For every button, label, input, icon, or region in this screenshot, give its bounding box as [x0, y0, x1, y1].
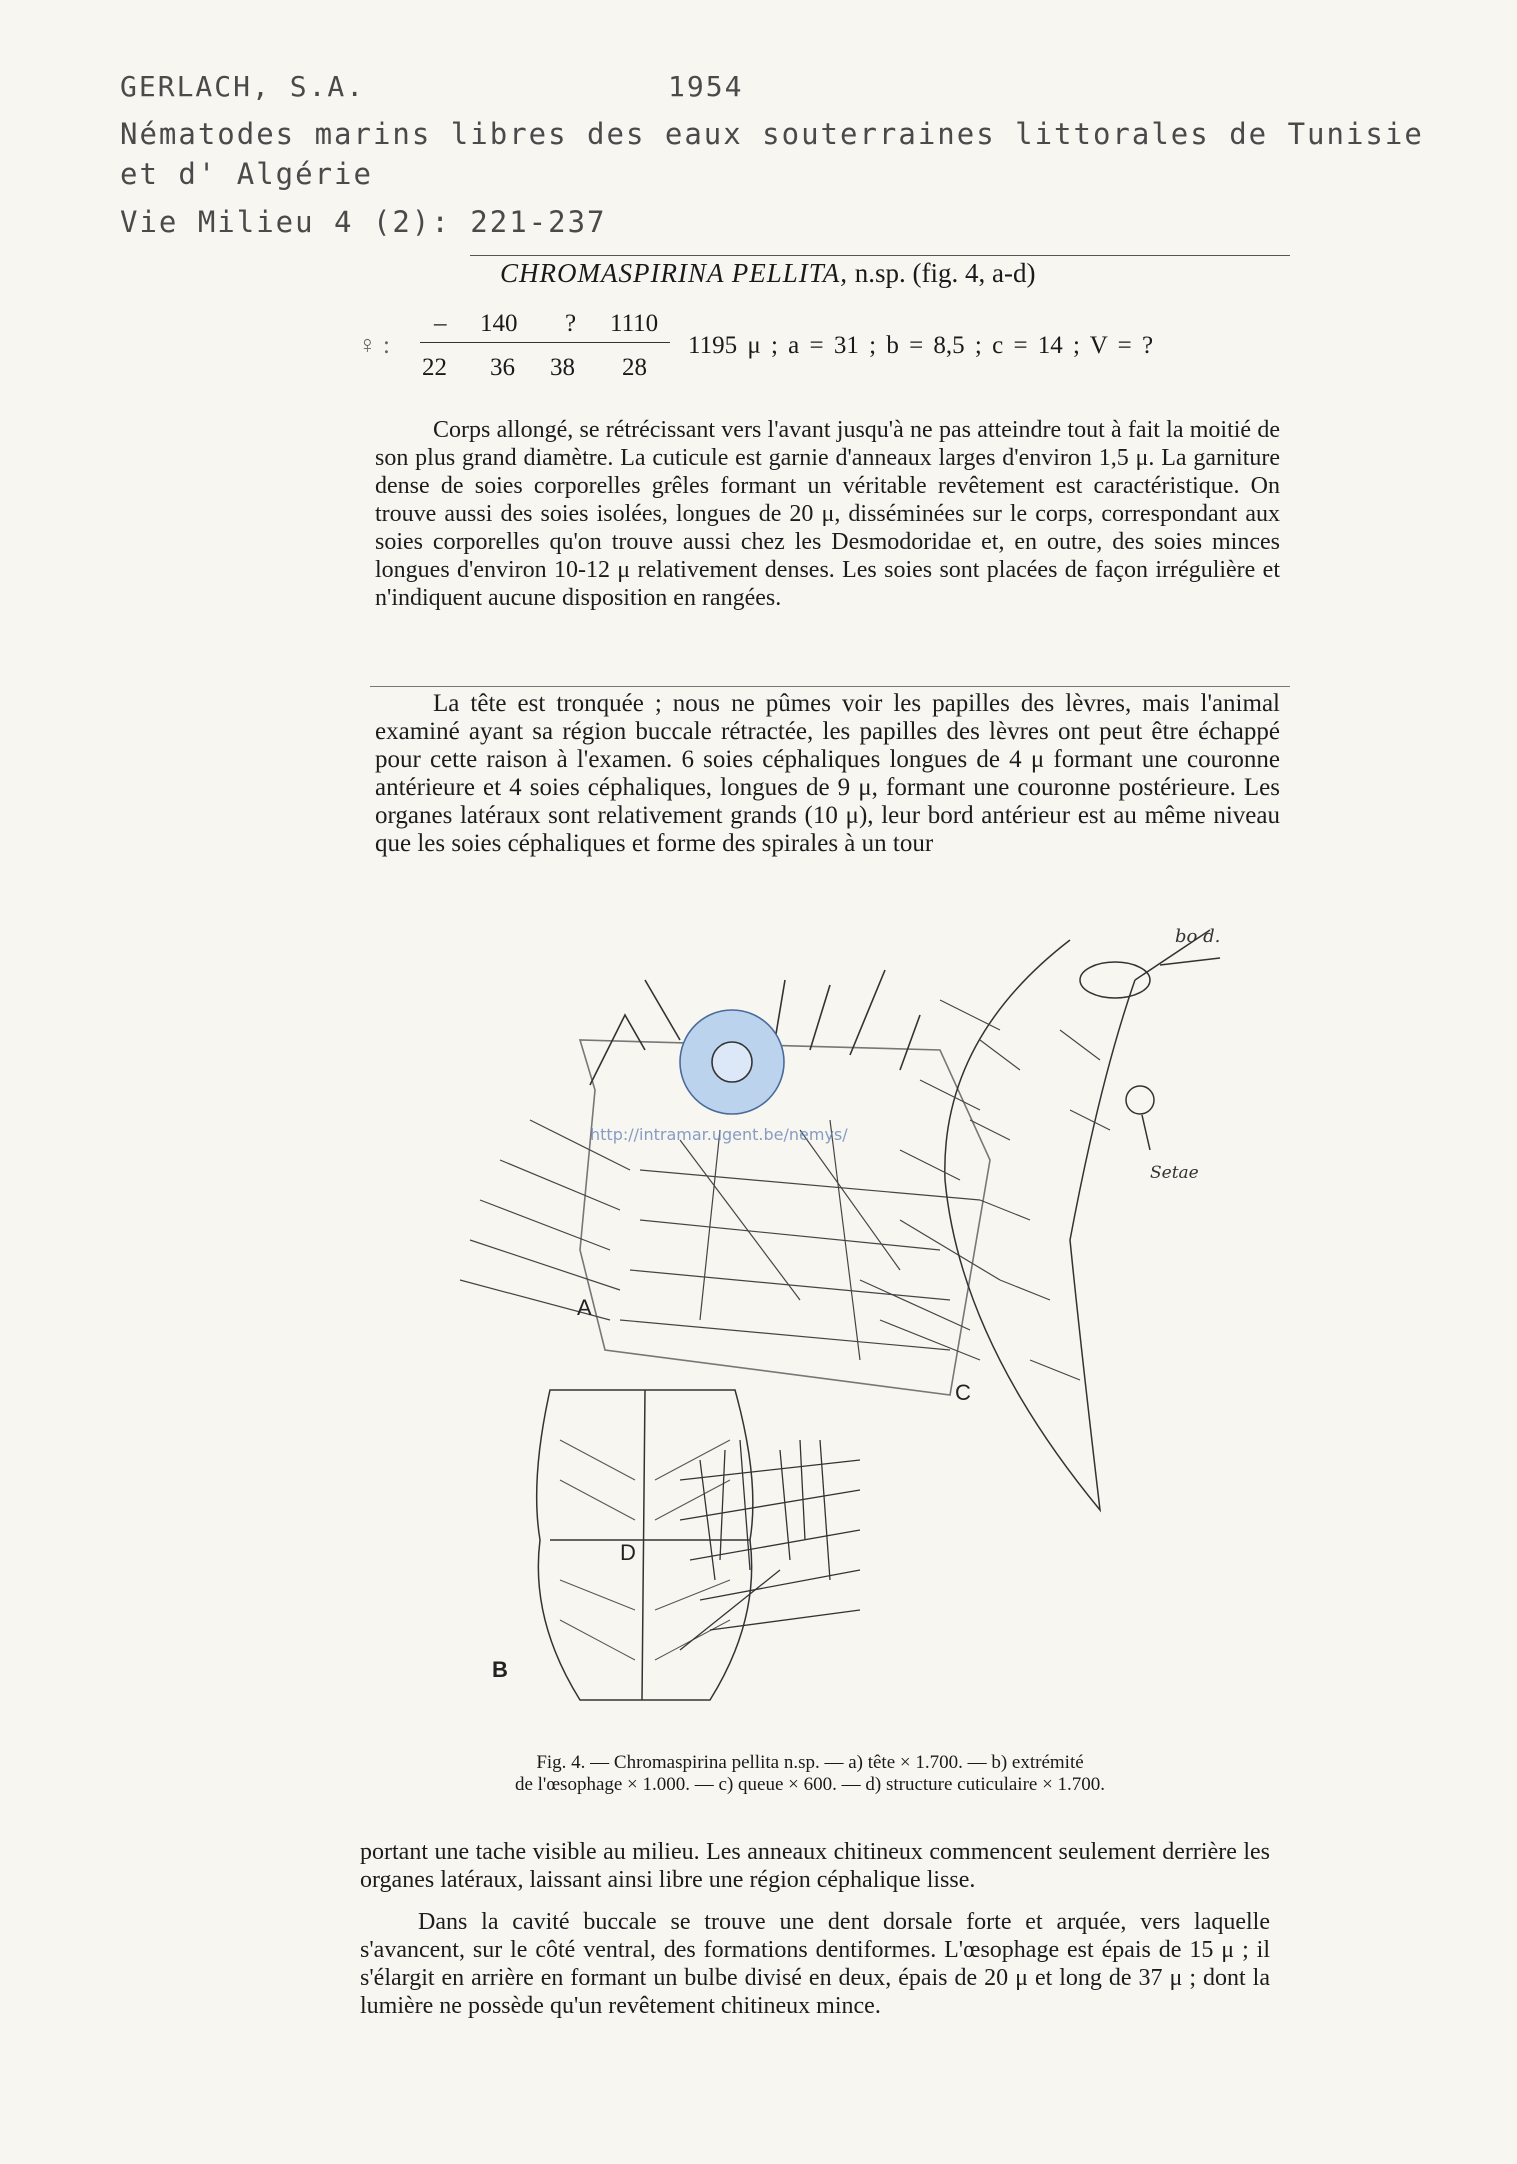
- watermark: http://intramar.ugent.be/nemys/: [590, 1125, 848, 1144]
- formula-bottom-4: 28: [622, 354, 647, 381]
- formula-measures: 1195 μ ; a = 31 ; b = 8,5 ; c = 14 ; V = ?: [688, 332, 1154, 359]
- label-a: A: [577, 1295, 592, 1320]
- year: 1954: [668, 70, 744, 103]
- figure-c-tail: [900, 930, 1220, 1510]
- label-b: B: [492, 1657, 508, 1682]
- caption-line-1: Fig. 4. — Chromaspirina pellita n.sp. — a) tête × 1.700. — b) extrémité: [536, 1752, 1084, 1773]
- annotation-setae: Setae: [1150, 1163, 1199, 1183]
- annotation-bod: bo d.: [1175, 926, 1221, 947]
- body-text-top: [375, 416, 1280, 612]
- formula-top-1: –: [434, 310, 447, 337]
- label-c: C: [955, 1380, 971, 1405]
- formula-top-4: 1110: [610, 310, 659, 337]
- formula-fraction-bar: [420, 342, 670, 343]
- body-text-mid: [375, 690, 1280, 858]
- mid-rule: [370, 686, 1290, 687]
- formula-bottom-2: 36: [490, 354, 515, 381]
- body-text-bottom: [360, 1838, 1270, 2020]
- paper-title-line1: Nématodes marins libres des eaux souterraines littorales de Tunisie: [120, 117, 1424, 151]
- caption-line-2: de l'œsophage × 1.000. — c) queue × 600. — d) structure cuticulaire × 1.700.: [514, 1774, 1106, 1795]
- paragraph-4: Dans la cavité buccale se trouve une dent dorsale forte et arquée, vers laquelle s'avancent, sur le côté ventral, des formations dentiformes. L'œsophage est épais de 15 μ ; il s'élargit en arrière en formant un bulbe divisé en deux, épais de 20 μ et long de 37 μ ; dont la lumière ne possède qu'un revêtement chitineux mince.: [360, 1909, 1271, 2019]
- figure-d-cuticle: [680, 1440, 860, 1650]
- formula-top-2: 140: [480, 310, 518, 337]
- formula-sex: ♀ :: [358, 332, 390, 359]
- figure-4: [380, 920, 1280, 1730]
- species-suffix: n.sp. (fig. 4, a-d): [854, 258, 1036, 288]
- paragraph-2: La tête est tronquée ; nous ne pûmes voir les papilles des lèvres, mais l'animal examiné ayant sa région buccale rétractée, les papilles des lèvres ont peut être échappé pour cette raison à l'examen. 6 soies céphaliques longues de 4 μ formant une couronne antérieure et 4 soies céphaliques, longues de 9 μ, formant une couronne postérieure. Les organes latéraux sont relativement grands (10 μ), leur bord antérieur est au même niveau que les soies céphaliques et forme des spirales à un tour: [375, 690, 1280, 857]
- figure-caption: [360, 1752, 1260, 1796]
- citation: Vie Milieu 4 (2): 221-237: [120, 205, 607, 239]
- top-rule: [470, 255, 1290, 256]
- paper-title-line2: et d' Algérie: [120, 157, 373, 191]
- formula-bottom-3: 38: [550, 354, 575, 381]
- paragraph-1: Corps allongé, se rétrécissant vers l'avant jusqu'à ne pas atteindre tout à fait la moitié de son plus grand diamètre. La cuticule est garnie d'anneaux larges d'environ 1,5 μ. La garniture dense de soies corporelles grêles formant un véritable revêtement est caractéristique. On trouve aussi des soies isolées, longues de 20 μ, disséminées sur le corps, correspondant aux soies corporelles qu'on trouve aussi chez les Desmodoridae et, en outre, des soies minces longues d'environ 10-12 μ relativement denses. Les soies sont placées de façon irrégulière et n'indiquent aucune disposition en rangées.: [375, 417, 1280, 611]
- formula: [350, 310, 1330, 390]
- formula-bottom-1: 22: [422, 354, 447, 381]
- formula-top-3: ?: [565, 310, 577, 337]
- species-heading: [500, 258, 1035, 289]
- figure-a-head: [460, 970, 1000, 1395]
- paragraph-3: portant une tache visible au milieu. Les anneaux chitineux commencent seulement derrière les organes latéraux, laissant ainsi libre une région céphalique lisse.: [360, 1839, 1270, 1893]
- species-name: CHROMASPIRINA PELLITA,: [500, 258, 848, 288]
- author: GERLACH, S.A.: [120, 70, 366, 103]
- label-d: D: [620, 1540, 636, 1565]
